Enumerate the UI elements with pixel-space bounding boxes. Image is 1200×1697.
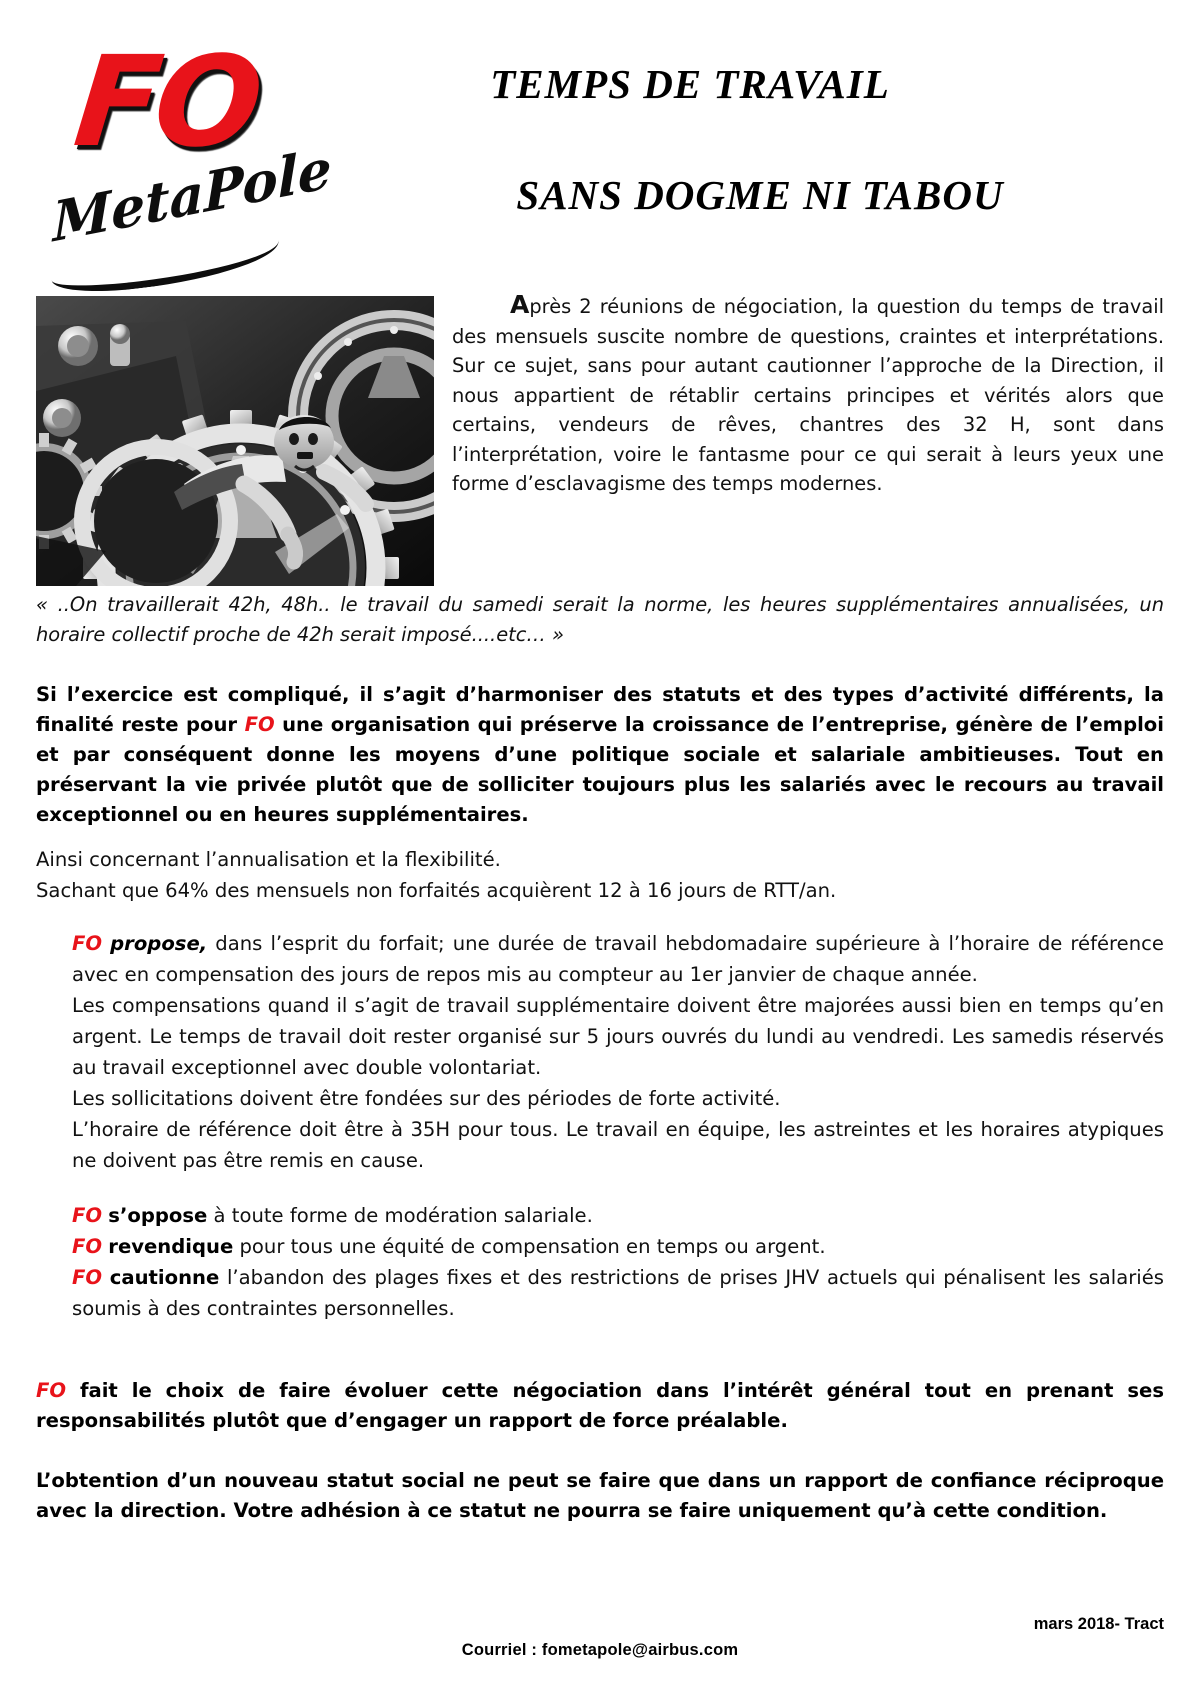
claims-block xyxy=(72,1200,1164,1324)
claim-item xyxy=(72,1231,1164,1262)
page-subtitle: SANS DOGME NI TABOU xyxy=(516,172,1004,218)
bold-statement-part1: Si l’exercice est compliqué, il s’agit d’harmoniser des statuts et des types d’activité différents, la finalité reste pour xyxy=(36,683,1164,736)
proposal-verb: propose, xyxy=(110,932,208,955)
closing-paragraph-2: L’obtention d’un nouveau statut social ne peut se faire que dans un rapport de confiance réciproque avec la direction. Votre adhésion à ce statut ne pourra se faire uniquement qu’à cette condition. xyxy=(36,1469,1164,1522)
intro-body-text: près 2 réunions de négociation, la question du temps de travail des mensuels suscite nombre de questions, craintes et interprétations. Sur ce sujet, sans pour autant cautionner l’approche de la Direction, il nous appartient de rétablir certains principes et vérités alors que certains, vendeurs de rêves, chantres des 32 H, sont dans l’interprétation, voire le fantasme pour ce qui serait à leurs yeux une forme d’esclavagisme des temps modernes. xyxy=(452,295,1164,495)
quote-paragraph: « ..On travaillerait 42h, 48h.. le travail du samedi serait la norme, les heures supplémentaires annualisées, un horaire collectif proche de 42h serait imposé....etc… » xyxy=(36,593,1164,646)
logo-fo-text: FO xyxy=(68,30,264,175)
claim-item xyxy=(72,1200,1164,1231)
claim-verb: s’oppose xyxy=(108,1204,208,1227)
proposal-main xyxy=(72,928,1164,990)
claim-text: pour tous une équité de compensation en temps ou argent. xyxy=(233,1235,826,1258)
logo-metapole-text: MetaPole xyxy=(52,135,333,255)
modern-times-gears-photo xyxy=(36,296,434,586)
proposal-text-2: Les compensations quand il s’agit de travail supplémentaire doivent être majorées aussi bien en temps qu’en argent. Le temps de travail doit rester organisé sur 5 jours ouvrés du lundi au vendredi. Les samedis réservés au travail exceptionnel avec double volontariat. xyxy=(72,994,1164,1079)
gears-illustration xyxy=(36,296,434,586)
closing-text-1: fait le choix de faire évoluer cette négociation dans l’intérêt général tout en prenant ses responsabilités plutôt que d’engager un rapport de force préalable. xyxy=(36,1379,1164,1432)
fo-mark: FO xyxy=(72,932,103,955)
bold-statement-paragraph xyxy=(36,680,1164,830)
intro-block xyxy=(36,290,1164,499)
fo-metapole-logo xyxy=(48,30,333,290)
document-header xyxy=(0,0,1200,280)
claim-text: l’abandon des plages fixes et des restrictions de prises JHV actuels qui pénalisent les salariés soumis à des contraintes personnelles. xyxy=(72,1266,1164,1320)
footer-email: Courriel : fometapole@airbus.com xyxy=(461,1641,739,1659)
closing-paragraph-1 xyxy=(36,1376,1164,1436)
fo-mark: FO xyxy=(244,713,275,736)
claim-verb: revendique xyxy=(108,1235,234,1258)
claim-item xyxy=(72,1262,1164,1324)
fo-mark: FO xyxy=(72,1266,103,1289)
document-body xyxy=(36,680,1164,1526)
claim-verb: cautionne xyxy=(109,1266,220,1289)
bold-statement-part2: une organisation qui préserve la croissance de l’entreprise, génère de l’emploi et par conséquent donne les moyens d’une politique sociale et salariale ambitieuses. Tout en préservant la vie privée plutôt que de solliciter toujours plus les salariés avec le recours au travail exceptionnel ou en heures supplémentaires. xyxy=(36,713,1164,826)
intro-dropcap: A xyxy=(510,290,530,319)
proposals-block xyxy=(72,928,1164,1176)
proposal-text-3: Les sollicitations doivent être fondées sur des périodes de forte activité. xyxy=(72,1087,781,1110)
fo-mark: FO xyxy=(72,1204,103,1227)
proposal-text-4: L’horaire de référence doit être à 35H pour tous. Le travail en équipe, les astreintes et les horaires atypiques ne doivent pas être remis en cause. xyxy=(72,1118,1164,1172)
fo-mark: FO xyxy=(36,1379,67,1402)
annualisation-line2: Sachant que 64% des mensuels non forfaités acquièrent 12 à 16 jours de RTT/an. xyxy=(36,879,837,902)
page-title: TEMPS DE TRAVAIL xyxy=(490,61,890,107)
claim-text: à toute forme de modération salariale. xyxy=(207,1204,593,1227)
annualisation-line1: Ainsi concernant l’annualisation et la flexibilité. xyxy=(36,848,501,871)
title-group xyxy=(300,60,1100,219)
document-footer xyxy=(0,1615,1200,1675)
proposal-text-1: dans l’esprit du forfait; une durée de travail hebdomadaire supérieure à l’horaire de référence avec en compensation des jours de repos mis au compteur au 1er janvier de chaque année. xyxy=(72,932,1164,986)
fo-mark: FO xyxy=(72,1235,103,1258)
footer-date: mars 2018- Tract xyxy=(1033,1615,1164,1633)
